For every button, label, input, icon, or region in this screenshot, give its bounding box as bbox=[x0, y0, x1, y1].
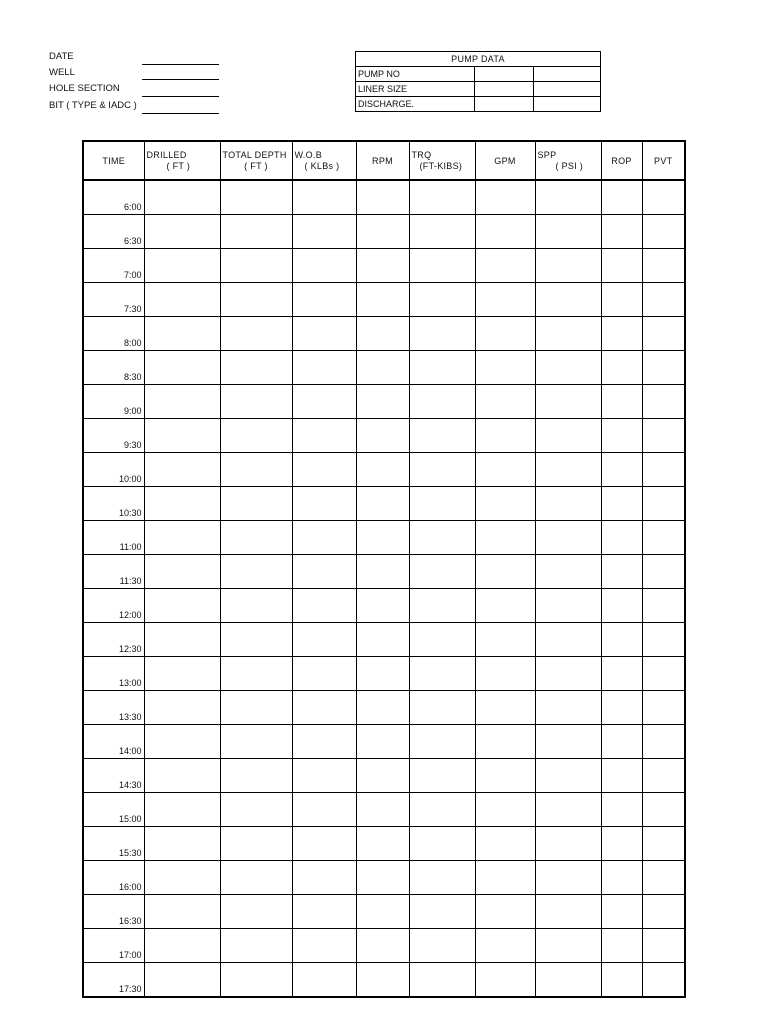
entry-cell[interactable] bbox=[409, 521, 475, 555]
entry-cell[interactable] bbox=[535, 691, 601, 725]
time-cell: 9:30 bbox=[83, 419, 144, 453]
entry-cell[interactable] bbox=[292, 589, 356, 623]
entry-cell[interactable] bbox=[409, 215, 475, 249]
entry-cell[interactable] bbox=[220, 555, 292, 589]
entry-cell[interactable] bbox=[144, 725, 220, 759]
entry-cell[interactable] bbox=[642, 623, 685, 657]
entry-cell[interactable] bbox=[601, 793, 642, 827]
entry-cell[interactable] bbox=[475, 929, 535, 963]
entry-cell[interactable] bbox=[409, 657, 475, 691]
log-row bbox=[83, 623, 685, 657]
entry-cell[interactable] bbox=[144, 691, 220, 725]
entry-cell[interactable] bbox=[475, 861, 535, 895]
entry-cell[interactable] bbox=[144, 929, 220, 963]
entry-cell[interactable] bbox=[642, 861, 685, 895]
entry-cell[interactable] bbox=[535, 589, 601, 623]
time-cell: 16:30 bbox=[83, 895, 144, 929]
entry-cell[interactable] bbox=[220, 827, 292, 861]
entry-cell[interactable] bbox=[535, 657, 601, 691]
log-row bbox=[83, 215, 685, 249]
entry-cell[interactable] bbox=[475, 589, 535, 623]
entry-cell[interactable] bbox=[220, 623, 292, 657]
entry-cell[interactable] bbox=[642, 725, 685, 759]
entry-cell[interactable] bbox=[409, 895, 475, 929]
entry-cell[interactable] bbox=[475, 215, 535, 249]
entry-cell[interactable] bbox=[475, 180, 535, 215]
entry-cell[interactable] bbox=[535, 317, 601, 351]
time-cell: 9:00 bbox=[83, 385, 144, 419]
entry-cell[interactable] bbox=[356, 385, 409, 419]
entry-cell[interactable] bbox=[601, 657, 642, 691]
entry-cell[interactable] bbox=[475, 555, 535, 589]
entry-cell[interactable] bbox=[356, 895, 409, 929]
entry-cell[interactable] bbox=[475, 487, 535, 521]
pump-row bbox=[356, 82, 601, 97]
entry-cell[interactable] bbox=[409, 283, 475, 317]
entry-cell[interactable] bbox=[144, 317, 220, 351]
entry-cell[interactable] bbox=[535, 861, 601, 895]
entry-cell[interactable] bbox=[642, 385, 685, 419]
entry-cell[interactable] bbox=[642, 487, 685, 521]
log-row bbox=[83, 861, 685, 895]
entry-cell[interactable] bbox=[535, 555, 601, 589]
entry-cell[interactable] bbox=[475, 759, 535, 793]
entry-cell[interactable] bbox=[409, 317, 475, 351]
entry-cell[interactable] bbox=[475, 351, 535, 385]
entry-cell[interactable] bbox=[642, 521, 685, 555]
entry-cell[interactable] bbox=[601, 691, 642, 725]
entry-cell[interactable] bbox=[356, 589, 409, 623]
entry-cell[interactable] bbox=[475, 453, 535, 487]
entry-cell[interactable] bbox=[292, 487, 356, 521]
entry-cell[interactable] bbox=[409, 180, 475, 215]
entry-cell[interactable] bbox=[601, 351, 642, 385]
entry-cell[interactable] bbox=[535, 963, 601, 998]
time-cell: 17:00 bbox=[83, 929, 144, 963]
entry-cell[interactable] bbox=[535, 895, 601, 929]
entry-cell[interactable] bbox=[601, 249, 642, 283]
entry-cell[interactable] bbox=[144, 215, 220, 249]
entry-cell[interactable] bbox=[292, 555, 356, 589]
entry-cell[interactable] bbox=[356, 453, 409, 487]
log-row bbox=[83, 317, 685, 351]
entry-cell[interactable] bbox=[409, 351, 475, 385]
rpm-header: RPM bbox=[356, 141, 409, 180]
time-cell: 13:30 bbox=[83, 691, 144, 725]
entry-cell[interactable] bbox=[642, 963, 685, 998]
time-cell: 7:00 bbox=[83, 249, 144, 283]
entry-cell[interactable] bbox=[356, 725, 409, 759]
entry-cell[interactable] bbox=[220, 385, 292, 419]
entry-cell[interactable] bbox=[409, 725, 475, 759]
entry-cell[interactable] bbox=[535, 419, 601, 453]
log-row bbox=[83, 963, 685, 998]
entry-cell[interactable] bbox=[144, 555, 220, 589]
entry-cell[interactable] bbox=[475, 623, 535, 657]
entry-cell[interactable] bbox=[292, 283, 356, 317]
entry-cell[interactable] bbox=[220, 419, 292, 453]
entry-cell[interactable] bbox=[356, 487, 409, 521]
entry-cell[interactable] bbox=[292, 963, 356, 998]
time-cell: 10:30 bbox=[83, 487, 144, 521]
pump-row bbox=[356, 97, 601, 112]
entry-cell[interactable] bbox=[535, 929, 601, 963]
entry-cell[interactable] bbox=[475, 691, 535, 725]
time-cell: 7:30 bbox=[83, 283, 144, 317]
entry-cell[interactable] bbox=[356, 861, 409, 895]
entry-cell[interactable] bbox=[144, 759, 220, 793]
entry-cell[interactable] bbox=[144, 283, 220, 317]
entry-cell[interactable] bbox=[356, 521, 409, 555]
entry-cell[interactable] bbox=[475, 385, 535, 419]
entry-cell[interactable] bbox=[220, 895, 292, 929]
log-row bbox=[83, 929, 685, 963]
entry-cell[interactable] bbox=[642, 283, 685, 317]
entry-cell[interactable] bbox=[220, 283, 292, 317]
entry-cell[interactable] bbox=[356, 249, 409, 283]
entry-cell[interactable] bbox=[642, 827, 685, 861]
pump-cell[interactable] bbox=[534, 67, 601, 82]
entry-cell[interactable] bbox=[642, 249, 685, 283]
entry-cell[interactable] bbox=[535, 283, 601, 317]
entry-cell[interactable] bbox=[409, 555, 475, 589]
log-row bbox=[83, 351, 685, 385]
entry-cell[interactable] bbox=[220, 793, 292, 827]
log-row bbox=[83, 487, 685, 521]
entry-cell[interactable] bbox=[356, 215, 409, 249]
pump-cell[interactable] bbox=[474, 82, 534, 97]
entry-cell[interactable] bbox=[601, 453, 642, 487]
drilled-header: DRILLED ( FT ) bbox=[144, 141, 220, 180]
time-cell: 17:30 bbox=[83, 963, 144, 998]
entry-cell[interactable] bbox=[475, 895, 535, 929]
entry-cell[interactable] bbox=[144, 351, 220, 385]
entry-cell[interactable] bbox=[220, 861, 292, 895]
entry-cell[interactable] bbox=[601, 385, 642, 419]
log-row bbox=[83, 453, 685, 487]
entry-cell[interactable] bbox=[292, 827, 356, 861]
pump-data-table bbox=[355, 51, 601, 112]
entry-cell[interactable] bbox=[601, 725, 642, 759]
log-row bbox=[83, 657, 685, 691]
entry-cell[interactable] bbox=[601, 759, 642, 793]
entry-cell[interactable] bbox=[292, 895, 356, 929]
entry-cell[interactable] bbox=[409, 963, 475, 998]
entry-cell[interactable] bbox=[601, 317, 642, 351]
entry-cell[interactable] bbox=[601, 827, 642, 861]
spp-header: SPP ( PSI ) bbox=[535, 141, 601, 180]
entry-cell[interactable] bbox=[535, 623, 601, 657]
entry-cell[interactable] bbox=[409, 623, 475, 657]
discharge-label: DISCHARGE. bbox=[356, 97, 475, 112]
liner-size-label: LINER SIZE bbox=[356, 82, 475, 97]
entry-cell[interactable] bbox=[535, 827, 601, 861]
hole-section-label: HOLE SECTION bbox=[49, 83, 120, 94]
entry-cell[interactable] bbox=[292, 759, 356, 793]
entry-cell[interactable] bbox=[292, 385, 356, 419]
time-cell: 14:30 bbox=[83, 759, 144, 793]
entry-cell[interactable] bbox=[220, 317, 292, 351]
entry-cell[interactable] bbox=[535, 521, 601, 555]
well-label: WELL bbox=[49, 67, 75, 78]
entry-cell[interactable] bbox=[220, 963, 292, 998]
log-row bbox=[83, 589, 685, 623]
time-cell: 12:00 bbox=[83, 589, 144, 623]
entry-cell[interactable] bbox=[409, 691, 475, 725]
entry-cell[interactable] bbox=[642, 215, 685, 249]
rop-header: ROP bbox=[601, 141, 642, 180]
entry-cell[interactable] bbox=[292, 691, 356, 725]
entry-cell[interactable] bbox=[642, 453, 685, 487]
entry-cell[interactable] bbox=[220, 589, 292, 623]
entry-cell[interactable] bbox=[601, 963, 642, 998]
drilling-log-body bbox=[83, 180, 685, 997]
entry-cell[interactable] bbox=[642, 317, 685, 351]
entry-cell[interactable] bbox=[356, 180, 409, 215]
log-row bbox=[83, 725, 685, 759]
bit-label: BIT ( TYPE & IADC ) bbox=[49, 100, 137, 111]
log-row bbox=[83, 555, 685, 589]
entry-cell[interactable] bbox=[220, 759, 292, 793]
entry-cell[interactable] bbox=[535, 249, 601, 283]
entry-cell[interactable] bbox=[144, 521, 220, 555]
entry-cell[interactable] bbox=[144, 793, 220, 827]
entry-cell[interactable] bbox=[642, 895, 685, 929]
entry-cell[interactable] bbox=[356, 929, 409, 963]
entry-cell[interactable] bbox=[144, 963, 220, 998]
time-cell: 10:00 bbox=[83, 453, 144, 487]
entry-cell[interactable] bbox=[409, 827, 475, 861]
entry-cell[interactable] bbox=[475, 521, 535, 555]
entry-cell[interactable] bbox=[292, 929, 356, 963]
date-entry-line[interactable] bbox=[142, 64, 219, 65]
entry-cell[interactable] bbox=[356, 827, 409, 861]
entry-cell[interactable] bbox=[601, 521, 642, 555]
entry-cell[interactable] bbox=[292, 861, 356, 895]
entry-cell[interactable] bbox=[356, 793, 409, 827]
trq-header: TRQ (FT-KIBS) bbox=[409, 141, 475, 180]
entry-cell[interactable] bbox=[356, 283, 409, 317]
entry-cell[interactable] bbox=[409, 487, 475, 521]
entry-cell[interactable] bbox=[292, 725, 356, 759]
entry-cell[interactable] bbox=[601, 180, 642, 215]
log-row bbox=[83, 521, 685, 555]
entry-cell[interactable] bbox=[144, 895, 220, 929]
entry-cell[interactable] bbox=[475, 283, 535, 317]
pump-no-label: PUMP NO bbox=[356, 67, 475, 82]
entry-cell[interactable] bbox=[144, 657, 220, 691]
total-depth-header: TOTAL DEPTH ( FT ) bbox=[220, 141, 292, 180]
log-header-row bbox=[83, 141, 685, 180]
log-row bbox=[83, 827, 685, 861]
entry-cell[interactable] bbox=[409, 759, 475, 793]
time-cell: 14:00 bbox=[83, 725, 144, 759]
entry-cell[interactable] bbox=[292, 453, 356, 487]
entry-cell[interactable] bbox=[535, 215, 601, 249]
entry-cell[interactable] bbox=[475, 827, 535, 861]
entry-cell[interactable] bbox=[144, 861, 220, 895]
entry-cell[interactable] bbox=[356, 963, 409, 998]
entry-cell[interactable] bbox=[601, 929, 642, 963]
entry-cell[interactable] bbox=[601, 283, 642, 317]
pvt-header: PVT bbox=[642, 141, 685, 180]
pump-cell[interactable] bbox=[474, 67, 534, 82]
entry-cell[interactable] bbox=[292, 623, 356, 657]
well-entry-line[interactable] bbox=[142, 79, 219, 80]
entry-cell[interactable] bbox=[220, 929, 292, 963]
entry-cell[interactable] bbox=[601, 487, 642, 521]
entry-cell[interactable] bbox=[292, 521, 356, 555]
entry-cell[interactable] bbox=[220, 521, 292, 555]
pump-cell[interactable] bbox=[474, 97, 534, 112]
entry-cell[interactable] bbox=[601, 555, 642, 589]
entry-cell[interactable] bbox=[220, 180, 292, 215]
entry-cell[interactable] bbox=[601, 895, 642, 929]
time-cell: 12:30 bbox=[83, 623, 144, 657]
entry-cell[interactable] bbox=[220, 215, 292, 249]
bit-entry-line[interactable] bbox=[142, 113, 219, 114]
hole-section-entry-line[interactable] bbox=[142, 96, 219, 97]
entry-cell[interactable] bbox=[409, 793, 475, 827]
entry-cell[interactable] bbox=[642, 419, 685, 453]
log-row bbox=[83, 419, 685, 453]
entry-cell[interactable] bbox=[292, 793, 356, 827]
entry-cell[interactable] bbox=[220, 249, 292, 283]
time-cell: 15:30 bbox=[83, 827, 144, 861]
entry-cell[interactable] bbox=[535, 453, 601, 487]
log-row bbox=[83, 759, 685, 793]
entry-cell[interactable] bbox=[601, 861, 642, 895]
gpm-header: GPM bbox=[475, 141, 535, 180]
log-row bbox=[83, 249, 685, 283]
entry-cell[interactable] bbox=[475, 657, 535, 691]
entry-cell[interactable] bbox=[220, 657, 292, 691]
entry-cell[interactable] bbox=[475, 317, 535, 351]
entry-cell[interactable] bbox=[409, 453, 475, 487]
entry-cell[interactable] bbox=[144, 419, 220, 453]
entry-cell[interactable] bbox=[642, 589, 685, 623]
entry-cell[interactable] bbox=[144, 487, 220, 521]
time-cell: 6:30 bbox=[83, 215, 144, 249]
entry-cell[interactable] bbox=[356, 317, 409, 351]
entry-cell[interactable] bbox=[292, 657, 356, 691]
entry-cell[interactable] bbox=[292, 215, 356, 249]
log-row bbox=[83, 385, 685, 419]
entry-cell[interactable] bbox=[535, 351, 601, 385]
entry-cell[interactable] bbox=[535, 793, 601, 827]
entry-cell[interactable] bbox=[642, 657, 685, 691]
date-label: DATE bbox=[49, 51, 74, 62]
entry-cell[interactable] bbox=[409, 249, 475, 283]
entry-cell[interactable] bbox=[356, 759, 409, 793]
entry-cell[interactable] bbox=[356, 623, 409, 657]
entry-cell[interactable] bbox=[535, 180, 601, 215]
entry-cell[interactable] bbox=[356, 657, 409, 691]
entry-cell[interactable] bbox=[475, 793, 535, 827]
entry-cell[interactable] bbox=[409, 419, 475, 453]
entry-cell[interactable] bbox=[220, 453, 292, 487]
entry-cell[interactable] bbox=[642, 180, 685, 215]
entry-cell[interactable] bbox=[220, 351, 292, 385]
time-cell: 6:00 bbox=[83, 180, 144, 215]
entry-cell[interactable] bbox=[601, 215, 642, 249]
entry-cell[interactable] bbox=[642, 929, 685, 963]
drilling-log-table bbox=[82, 140, 686, 998]
entry-cell[interactable] bbox=[356, 691, 409, 725]
pump-row bbox=[356, 67, 601, 82]
time-cell: 16:00 bbox=[83, 861, 144, 895]
entry-cell[interactable] bbox=[409, 589, 475, 623]
entry-cell[interactable] bbox=[642, 351, 685, 385]
entry-cell[interactable] bbox=[144, 385, 220, 419]
entry-cell[interactable] bbox=[475, 249, 535, 283]
entry-cell[interactable] bbox=[642, 555, 685, 589]
entry-cell[interactable] bbox=[144, 180, 220, 215]
pump-cell[interactable] bbox=[534, 82, 601, 97]
entry-cell[interactable] bbox=[535, 725, 601, 759]
entry-cell[interactable] bbox=[601, 623, 642, 657]
log-row bbox=[83, 180, 685, 215]
entry-cell[interactable] bbox=[475, 725, 535, 759]
entry-cell[interactable] bbox=[292, 419, 356, 453]
entry-cell[interactable] bbox=[292, 317, 356, 351]
entry-cell[interactable] bbox=[642, 793, 685, 827]
entry-cell[interactable] bbox=[292, 180, 356, 215]
time-cell: 13:00 bbox=[83, 657, 144, 691]
time-cell: 11:00 bbox=[83, 521, 144, 555]
entry-cell[interactable] bbox=[144, 453, 220, 487]
log-row bbox=[83, 895, 685, 929]
entry-cell[interactable] bbox=[220, 487, 292, 521]
entry-cell[interactable] bbox=[292, 249, 356, 283]
pump-cell[interactable] bbox=[534, 97, 601, 112]
wob-header: W.O.B ( KLBs ) bbox=[292, 141, 356, 180]
entry-cell[interactable] bbox=[535, 759, 601, 793]
entry-cell[interactable] bbox=[535, 385, 601, 419]
entry-cell[interactable] bbox=[642, 691, 685, 725]
entry-cell[interactable] bbox=[220, 725, 292, 759]
time-cell: 15:00 bbox=[83, 793, 144, 827]
entry-cell[interactable] bbox=[409, 385, 475, 419]
entry-cell[interactable] bbox=[356, 555, 409, 589]
log-row bbox=[83, 283, 685, 317]
entry-cell[interactable] bbox=[144, 623, 220, 657]
entry-cell[interactable] bbox=[601, 589, 642, 623]
log-row bbox=[83, 793, 685, 827]
log-row bbox=[83, 691, 685, 725]
entry-cell[interactable] bbox=[409, 861, 475, 895]
entry-cell[interactable] bbox=[144, 589, 220, 623]
entry-cell[interactable] bbox=[475, 963, 535, 998]
pump-data-title: PUMP DATA bbox=[356, 52, 601, 67]
time-header: TIME bbox=[83, 141, 144, 180]
entry-cell[interactable] bbox=[292, 351, 356, 385]
time-cell: 11:30 bbox=[83, 555, 144, 589]
entry-cell[interactable] bbox=[535, 487, 601, 521]
entry-cell[interactable] bbox=[144, 249, 220, 283]
entry-cell[interactable] bbox=[642, 759, 685, 793]
entry-cell[interactable] bbox=[220, 691, 292, 725]
time-cell: 8:30 bbox=[83, 351, 144, 385]
entry-cell[interactable] bbox=[601, 419, 642, 453]
entry-cell[interactable] bbox=[144, 827, 220, 861]
entry-cell[interactable] bbox=[409, 929, 475, 963]
entry-cell[interactable] bbox=[356, 351, 409, 385]
entry-cell[interactable] bbox=[475, 419, 535, 453]
entry-cell[interactable] bbox=[356, 419, 409, 453]
time-cell: 8:00 bbox=[83, 317, 144, 351]
